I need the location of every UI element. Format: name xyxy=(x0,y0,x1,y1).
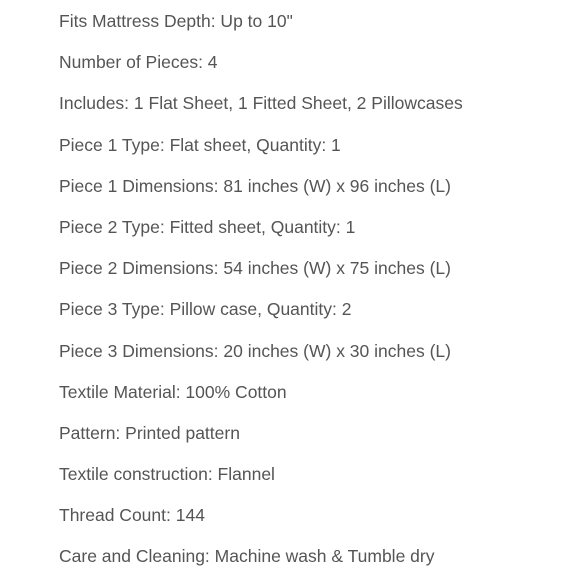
spec-thread-count: Thread Count: 144 xyxy=(59,505,205,526)
spec-textile-material: Textile Material: 100% Cotton xyxy=(59,381,287,402)
spec-number-of-pieces: Number of Pieces: 4 xyxy=(59,52,218,73)
spec-mattress-depth: Fits Mattress Depth: Up to 10" xyxy=(59,11,293,31)
spec-piece-3-dimensions: Piece 3 Dimensions: 20 inches (W) x 30 inches (L) xyxy=(59,340,451,361)
spec-piece-1-dimensions: Piece 1 Dimensions: 81 inches (W) x 96 inches (L) xyxy=(59,175,451,196)
spec-piece-2-dimensions: Piece 2 Dimensions: 54 inches (W) x 75 inches (L) xyxy=(59,258,451,279)
product-spec-list xyxy=(59,8,463,585)
spec-piece-2-type: Piece 2 Type: Fitted sheet, Quantity: 1 xyxy=(59,216,356,237)
spec-piece-1-type: Piece 1 Type: Flat sheet, Quantity: 1 xyxy=(59,134,341,155)
spec-includes: Includes: 1 Flat Sheet, 1 Fitted Sheet, 2 Pillowcases xyxy=(59,93,463,114)
spec-care-and-cleaning: Care and Cleaning: Machine wash & Tumble dry xyxy=(59,546,435,567)
spec-textile-construction: Textile construction: Flannel xyxy=(59,464,275,485)
spec-pattern: Pattern: Printed pattern xyxy=(59,422,240,443)
spec-piece-3-type: Piece 3 Type: Pillow case, Quantity: 2 xyxy=(59,299,352,320)
